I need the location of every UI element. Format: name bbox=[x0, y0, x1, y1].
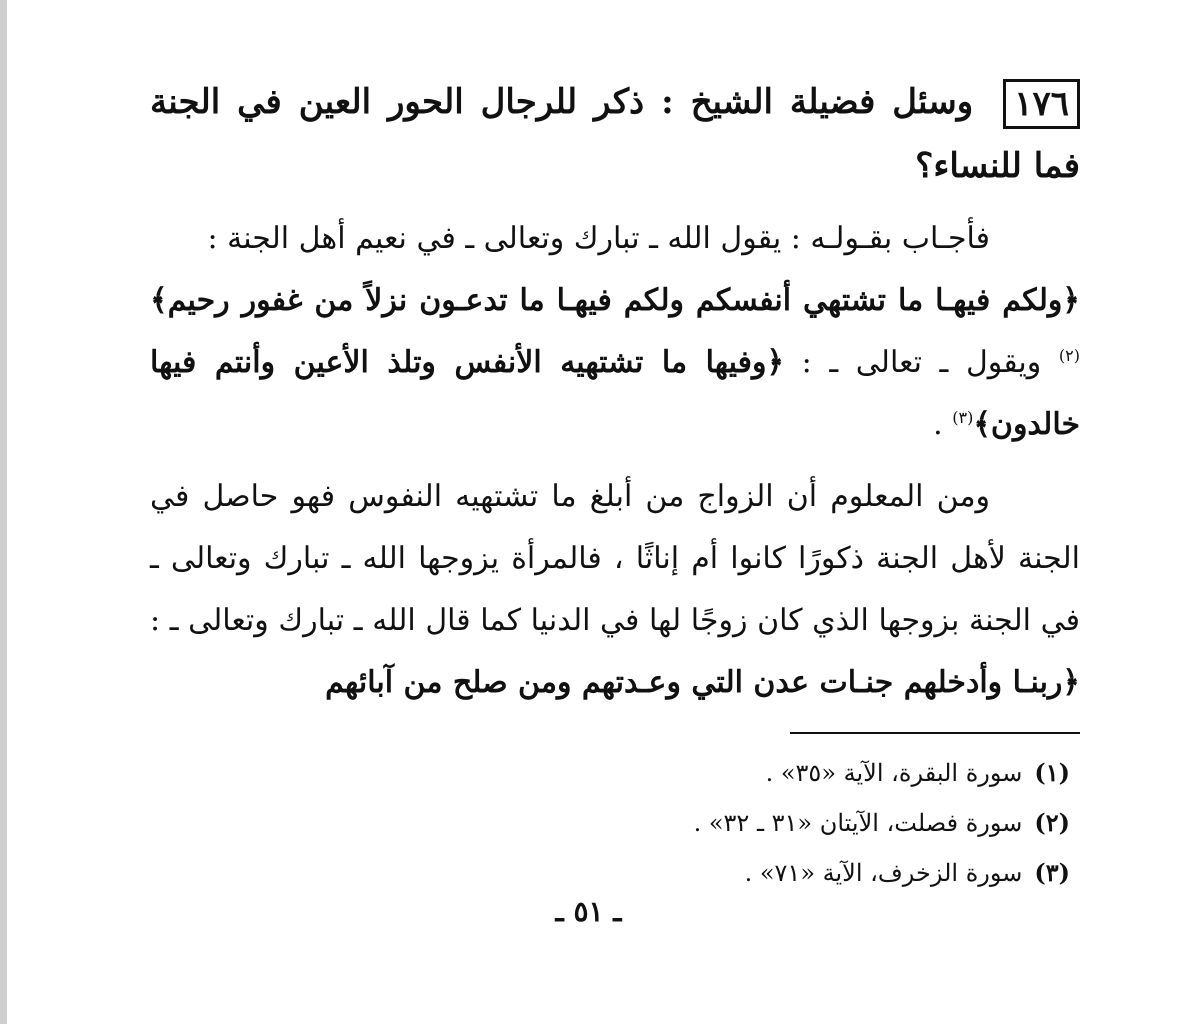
footnote-separator bbox=[790, 732, 1080, 734]
footnote-text: سورة فصلت، الآيتان «٣١ ـ ٣٢» . bbox=[693, 809, 1023, 837]
question-text: وسئل فضيلة الشيخ : ذكر للرجال الحور العين في الجنة فما للنساء؟ bbox=[150, 82, 1080, 186]
question-number: ١٧٦ bbox=[1003, 79, 1080, 129]
end-mark: . bbox=[933, 407, 953, 442]
footnote-1 bbox=[150, 748, 1080, 798]
footnote-number: (١) bbox=[1034, 758, 1070, 787]
paragraph-2-text: ومن المعلوم أن الزواج من أبلغ ما تشتهيه النفوس فهو حاصل في الجنة لأهل الجنة ذكورًا كانوا أم إناثًا ، فالمرأة يزوجها الله ـ تبارك وتعالى ـ في الجنة بزوجها الذي كان زوجًا لها في الدنيا كما قال الله ـ تبارك وتعالى ـ : bbox=[150, 479, 1080, 638]
footnote-number: (٣) bbox=[1034, 858, 1070, 887]
answer-intro: فأجـاب بقـولـه : يقول الله ـ تبارك وتعالى ـ في نعيم أهل الجنة : bbox=[207, 221, 990, 256]
verse-1: ﴿ولكم فيهـا ما تشتهي أنفسكم ولكم فيهـا ما تدعـون نزلاً من غفور رحيم﴾ bbox=[150, 283, 1080, 318]
page-number: ـ ٥١ ـ bbox=[555, 895, 622, 928]
footnote-number: (٢) bbox=[1034, 808, 1070, 837]
connector-text: ويقول ـ تعالى ـ : bbox=[784, 345, 1059, 380]
verse-2: ﴿وفيها ما تشتهيه الأنفس وتلذ الأعين وأنتم فيها خالدون﴾ bbox=[150, 345, 1080, 442]
answer-verses bbox=[150, 270, 1080, 456]
book-page bbox=[150, 70, 1080, 898]
footnote-2 bbox=[150, 798, 1080, 848]
answer-paragraph-2 bbox=[150, 466, 1080, 714]
footnote-text: سورة الزخرف، الآية «٧١» . bbox=[744, 859, 1023, 887]
verse-3: ﴿ربنـا وأدخلهم جنـات عدن التي وعـدتهم ومن صلح من آبائهم bbox=[325, 665, 1080, 700]
footnote-3 bbox=[150, 848, 1080, 898]
footnote-ref-3: (٣) bbox=[952, 408, 974, 427]
scan-edge bbox=[0, 0, 7, 1024]
footnotes bbox=[150, 748, 1080, 898]
footnote-ref-2: (٢) bbox=[1058, 346, 1080, 365]
question-heading bbox=[150, 70, 1080, 198]
footnote-text: سورة البقرة، الآية «٣٥» . bbox=[765, 759, 1023, 787]
